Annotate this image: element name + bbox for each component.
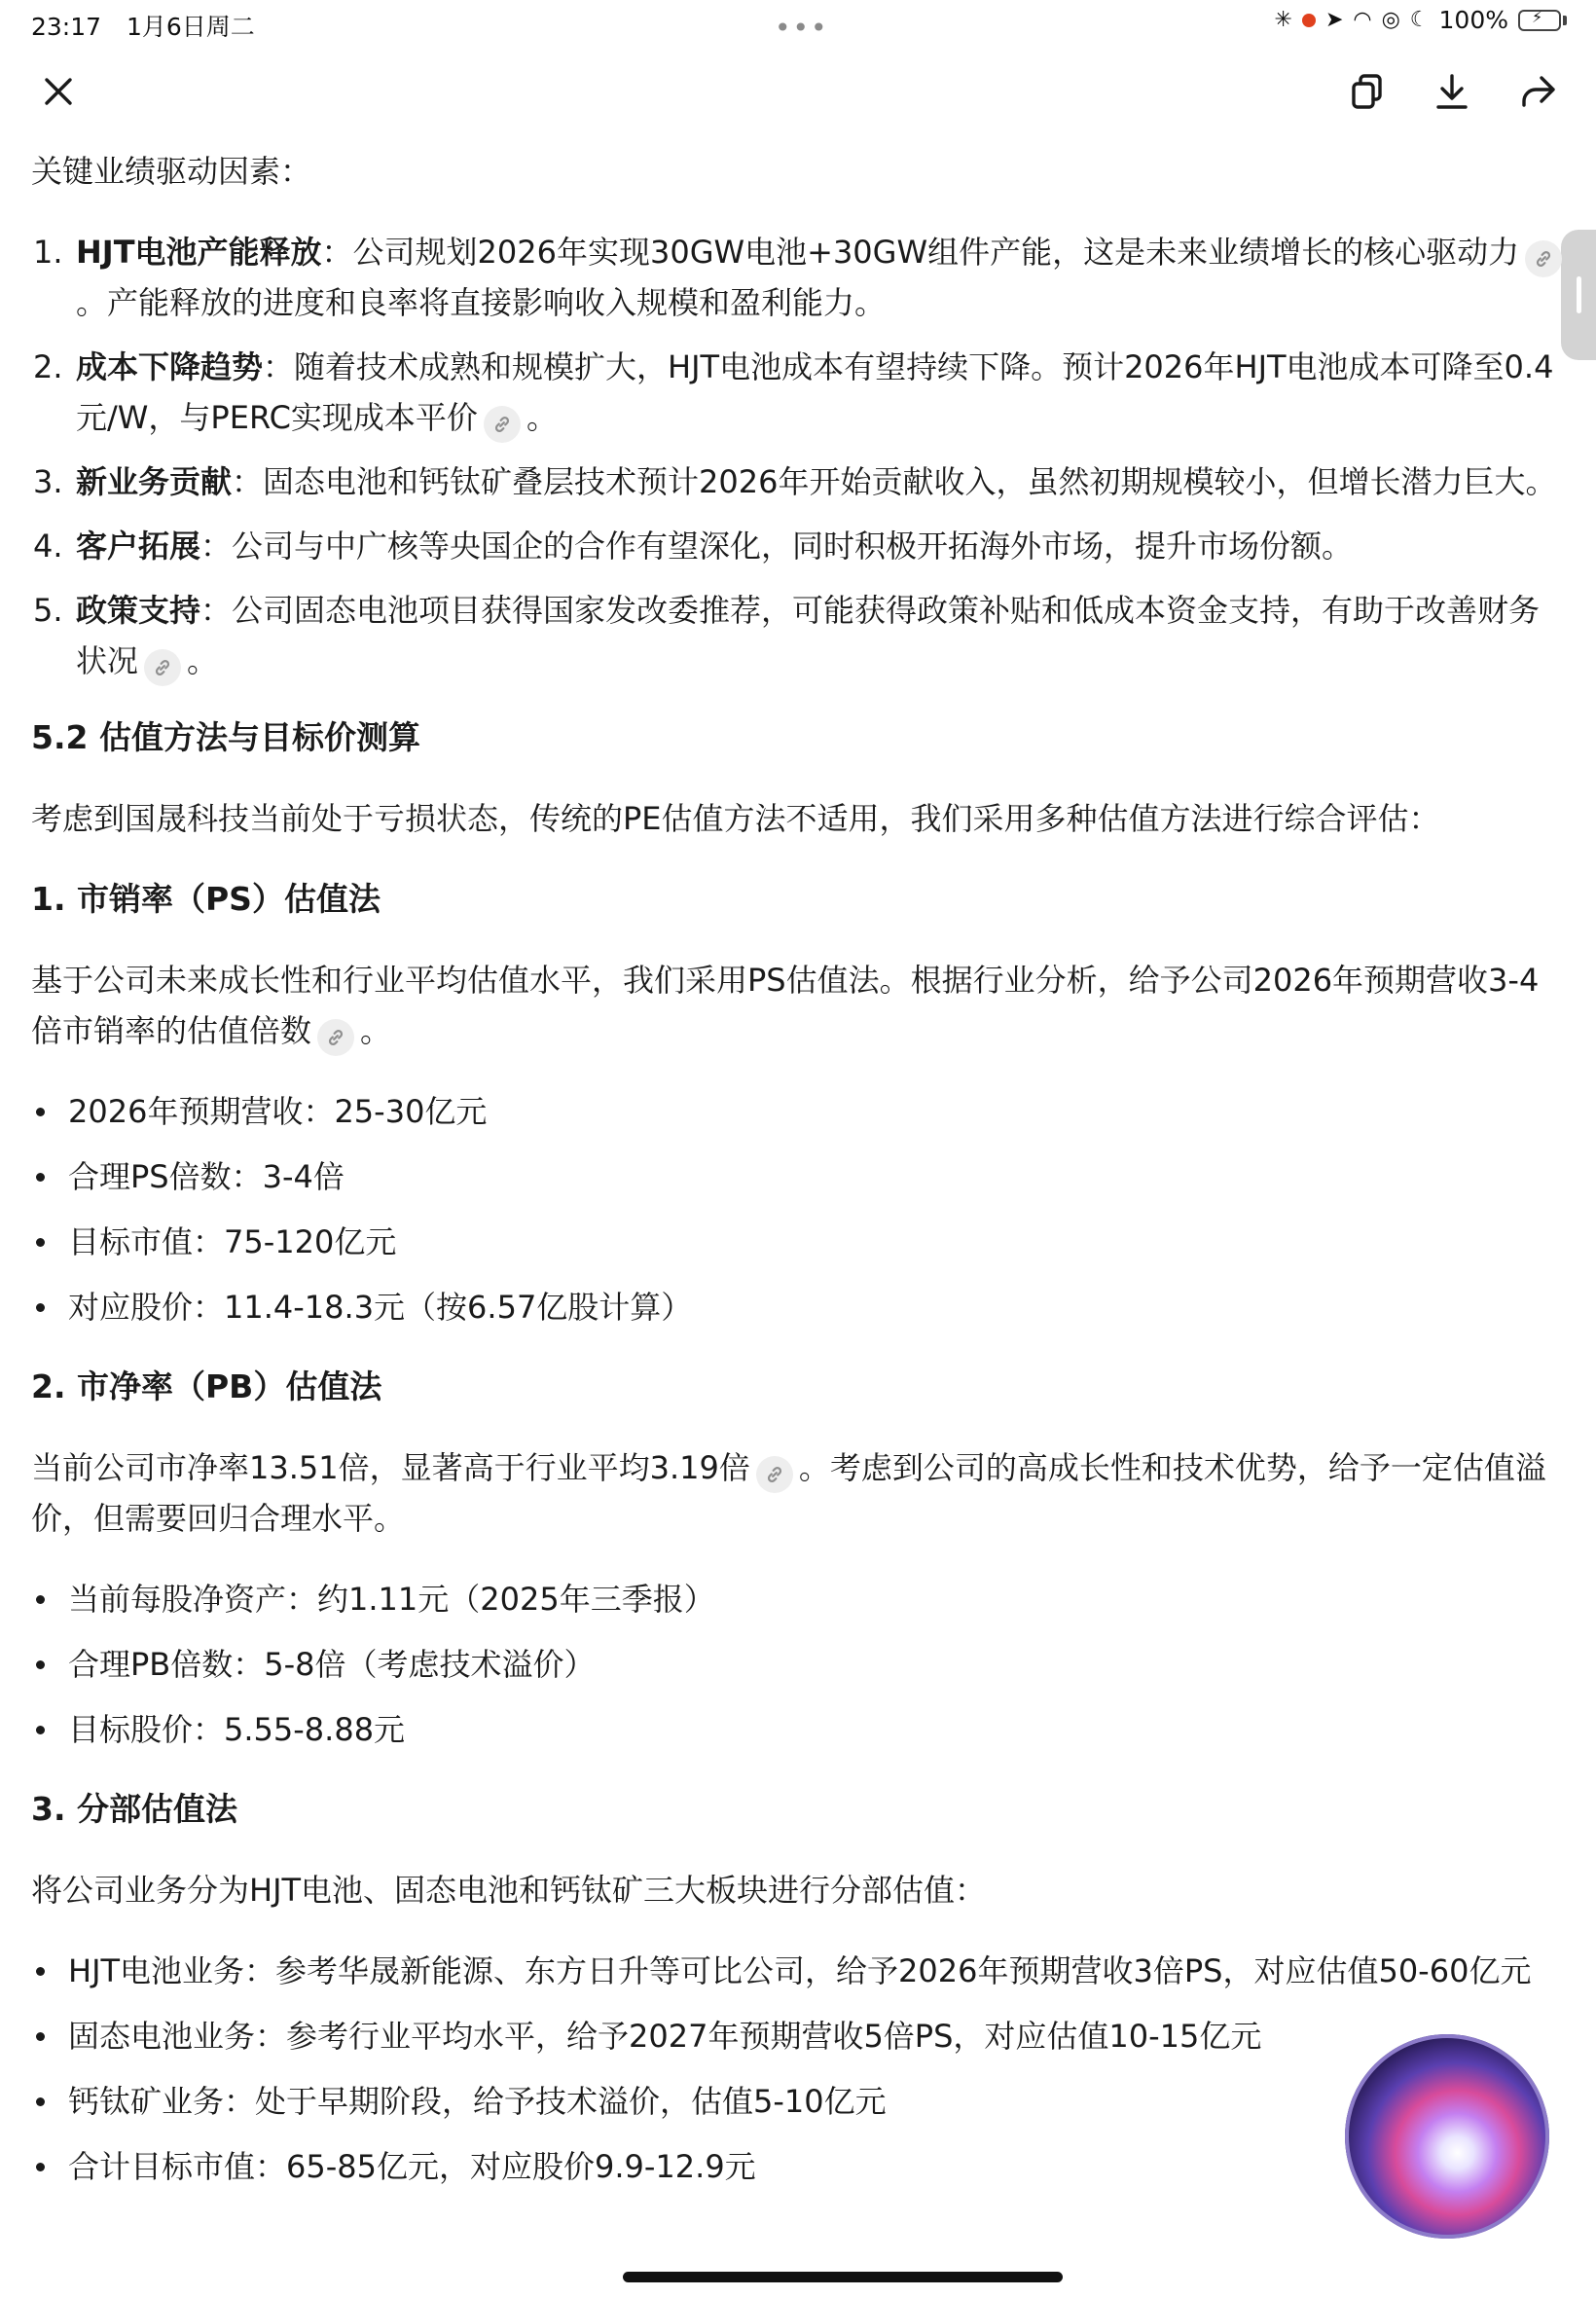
list-item-heading: 客户拓展 — [76, 528, 201, 565]
status-bar — [0, 0, 1596, 47]
citation-link[interactable] — [484, 406, 521, 443]
subsection-title: 分部估值法 — [65, 1790, 237, 1828]
list-item: 目标市值：75-120亿元 — [31, 1217, 1569, 1267]
status-indicators — [1275, 6, 1568, 34]
subsection-title: 市销率（PS）估值法 — [65, 880, 381, 918]
list-item: 固态电池业务：参考行业平均水平，给予2027年预期营收5倍PS，对应估值10-15亿元 — [31, 2011, 1569, 2061]
list-item — [31, 227, 1569, 328]
citation-link[interactable] — [756, 1456, 793, 1493]
list-item: 合计目标市值：65-85亿元，对应股价9.9-12.9元 — [31, 2141, 1569, 2192]
list-item: 当前每股净资产：约1.11元（2025年三季报） — [31, 1574, 1569, 1624]
wifi-icon: ◠ — [1353, 8, 1372, 32]
pb-desc-tail: 。考虑到公司的高成长性和技术优势，给予一定估值溢价，但需要回归合理水平。 — [31, 1449, 1546, 1537]
list-item: HJT电池业务：参考华晟新能源、东方日升等可比公司，给予2026年预期营收3倍PS，对应估值50-60亿元 — [31, 1946, 1569, 1996]
ps-description — [31, 955, 1569, 1056]
share-button[interactable] — [1510, 64, 1565, 119]
subsection-heading-sotp — [31, 1784, 1569, 1835]
home-indicator[interactable] — [623, 2272, 1063, 2282]
list-number: 1. — [33, 234, 63, 271]
list-number: 2. — [33, 348, 63, 385]
list-item: 合理PS倍数：3-4倍 — [31, 1151, 1569, 1202]
pb-description — [31, 1442, 1569, 1544]
drivers-title: 关键业绩驱动因素： — [31, 153, 312, 190]
list-item-tail: 。 — [526, 399, 558, 436]
list-item — [31, 456, 1569, 507]
link-icon — [152, 657, 173, 678]
citation-link[interactable] — [144, 649, 181, 686]
list-item-text: ：公司固态电池项目获得国家发改委推荐，可能获得政策补贴和低成本资金支持，有助于改善财务状况 — [76, 592, 1541, 679]
subsection-number: 1. — [31, 880, 66, 918]
citation-link[interactable] — [1525, 240, 1562, 277]
list-item — [31, 521, 1569, 571]
status-time: 23:17 — [31, 13, 102, 41]
list-number: 4. — [33, 528, 63, 565]
link-icon — [325, 1027, 346, 1048]
list-item-text: ：随着技术成熟和规模扩大，HJT电池成本有望持续下降。预计2026年HJT电池成本可降至0.4元/W，与PERC实现成本平价 — [76, 348, 1554, 436]
link-icon — [1533, 248, 1554, 270]
screen-lock-icon: ◎ — [1381, 8, 1400, 32]
list-item-tail: 。 — [187, 642, 219, 679]
report-content — [31, 146, 1569, 2221]
list-item-text: ：固态电池和钙钛矿叠层技术预计2026年开始贡献收入，虽然初期规模较小，但增长潜力巨大。 — [232, 463, 1557, 500]
list-item-text: ：公司规划2026年实现30GW电池+30GW组件产能，这是未来业绩增长的核心驱动力 — [321, 234, 1520, 271]
ps-desc-tail: 。 — [360, 1012, 392, 1049]
pb-bullets — [31, 1574, 1569, 1755]
link-icon — [491, 414, 513, 435]
status-date: 1月6日周二 — [127, 13, 255, 41]
sotp-bullets — [31, 1946, 1569, 2192]
list-item-text: ：公司与中广核等央国企的合作有望深化，同时积极开拓海外市场，提升市场份额。 — [200, 528, 1354, 565]
list-item: 钙钛矿业务：处于早期阶段，给予技术溢价，估值5-10亿元 — [31, 2076, 1569, 2127]
subsection-title: 市净率（PB）估值法 — [65, 1367, 382, 1405]
list-number: 3. — [33, 463, 63, 500]
subsection-number: 2. — [31, 1367, 66, 1405]
subsection-heading-pb — [31, 1362, 1569, 1412]
status-time-date — [31, 8, 272, 43]
toolbar — [0, 56, 1596, 125]
list-item-tail: 。产能释放的进度和良率将直接影响收入规模和盈利能力。 — [76, 284, 887, 321]
copy-button[interactable] — [1339, 64, 1394, 119]
siri-orb[interactable] — [1345, 2034, 1549, 2239]
list-item: 对应股价：11.4-18.3元（按6.57亿股计算） — [31, 1282, 1569, 1332]
download-button[interactable] — [1425, 64, 1479, 119]
section-heading — [31, 712, 1569, 763]
close-icon — [37, 70, 80, 113]
section-title: 估值方法与目标价测算 — [88, 718, 420, 756]
subsection-heading-ps — [31, 874, 1569, 925]
close-button[interactable] — [31, 64, 86, 119]
section-number: 5.2 — [31, 718, 89, 756]
list-number: 5. — [33, 592, 63, 629]
moon-icon: ☾ — [1409, 8, 1430, 32]
list-item: 2026年预期营收：25-30亿元 — [31, 1086, 1569, 1137]
valuation-intro: 考虑到国晟科技当前处于亏损状态，传统的PE估值方法不适用，我们采用多种估值方法进行综合评估： — [31, 800, 1440, 837]
activity-spinner-icon: ✳ — [1274, 8, 1292, 32]
list-item-heading: 政策支持 — [76, 592, 201, 629]
location-icon: ➤ — [1324, 8, 1344, 32]
list-item — [31, 585, 1569, 686]
citation-link[interactable] — [317, 1019, 354, 1056]
ps-desc-text: 基于公司未来成长性和行业平均估值水平，我们采用PS估值法。根据行业分析，给予公司2026年预期营收3-4倍市销率的估值倍数 — [31, 962, 1540, 1049]
pb-desc-text: 当前公司市净率13.51倍，显著高于行业平均3.19倍 — [31, 1449, 750, 1486]
share-icon — [1516, 70, 1559, 113]
list-item-heading: 成本下降趋势 — [76, 348, 264, 385]
battery-icon — [1518, 10, 1567, 31]
drivers-list — [31, 227, 1569, 686]
multitasking-dots-icon[interactable]: ••• — [775, 12, 829, 44]
list-item-heading: 新业务贡献 — [76, 463, 233, 500]
battery-percent: 100% — [1438, 6, 1508, 34]
copy-icon — [1345, 70, 1388, 113]
link-icon — [764, 1464, 785, 1485]
ps-bullets — [31, 1086, 1569, 1332]
list-item-heading: HJT电池产能释放 — [76, 234, 322, 271]
list-item: 目标股价：5.55-8.88元 — [31, 1704, 1569, 1755]
recording-dot-icon — [1302, 14, 1316, 27]
list-item — [31, 342, 1569, 443]
subsection-number: 3. — [31, 1790, 66, 1828]
download-icon — [1431, 70, 1473, 113]
sotp-description: 将公司业务分为HJT电池、固态电池和钙钛矿三大板块进行分部估值： — [31, 1872, 987, 1909]
list-item: 合理PB倍数：5-8倍（考虑技术溢价） — [31, 1639, 1569, 1690]
